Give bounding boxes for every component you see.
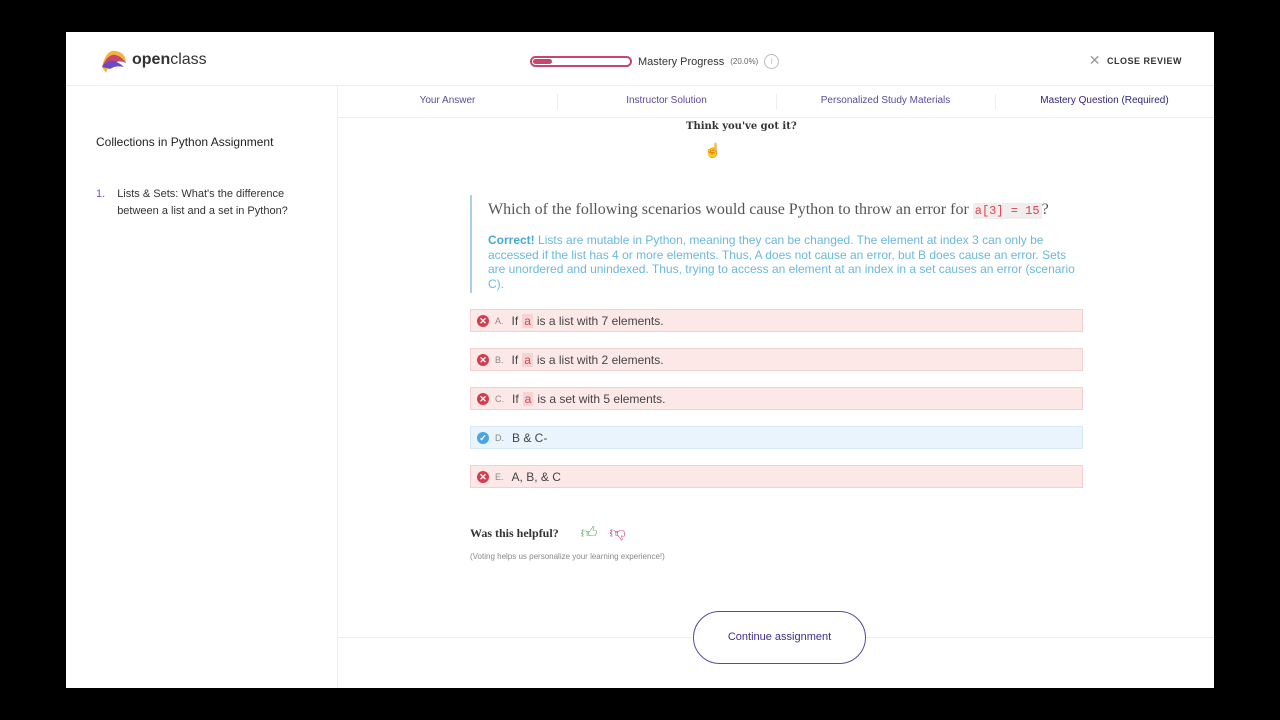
close-icon: ✕ — [1088, 52, 1101, 68]
tab-mastery-question[interactable]: Mastery Question (Required) — [995, 86, 1214, 117]
prompt-heading: Think you've got it? — [686, 121, 797, 132]
tab-instructor-solution[interactable]: Instructor Solution — [557, 86, 776, 117]
x-circle-icon: ✕ — [477, 393, 489, 405]
info-icon[interactable]: i — [764, 54, 779, 69]
hand-cursor-icon: ☝ — [704, 142, 722, 158]
logo-text-bold: open — [132, 51, 171, 68]
correct-label: Correct! — [488, 233, 535, 247]
question-block — [470, 195, 1082, 293]
progress-percent: (20.0%) — [730, 57, 759, 66]
explanation: Correct! Lists are mutable in Python, meaning they can be changed. The element at index 3 can only be accessed if the list has 4 or more elements. Thus, A does not cause an error, but B does cause an error. Sets are unordered and unindexed. Thus, trying to access an element at an index in a set causes an error (scenario C). — [488, 233, 1075, 291]
app-window — [66, 32, 1214, 688]
check-circle-icon: ✓ — [477, 432, 489, 444]
logo-text-rest: class — [170, 51, 207, 68]
x-circle-icon: ✕ — [477, 354, 489, 366]
tab-your-answer[interactable]: Your Answer — [419, 95, 476, 106]
voting-note: (Voting helps us personalize your learning experience!) — [470, 552, 665, 561]
option-a[interactable]: ✕ A. If a is a list with 7 elements. — [470, 309, 1083, 332]
thumbs-down-icon[interactable]: 👎︎ — [609, 525, 626, 542]
mastery-progress — [530, 54, 779, 69]
top-bar — [66, 32, 1214, 86]
answer-options — [470, 309, 1083, 504]
sidebar — [66, 86, 338, 688]
assignment-title: Collections in Python Assignment — [96, 135, 274, 149]
logo-icon — [100, 47, 128, 73]
option-c[interactable]: ✕ C. If a is a set with 5 elements. — [470, 387, 1083, 410]
question-code: a[3] = 15 — [974, 204, 1040, 218]
progress-label: Mastery Progress — [638, 55, 725, 68]
close-review-label: CLOSE REVIEW — [1106, 55, 1182, 66]
option-b[interactable]: ✕ B. If a is a list with 2 elements. — [470, 348, 1083, 371]
sidebar-item-question-1[interactable] — [96, 186, 296, 220]
close-review-button[interactable] — [1089, 52, 1182, 69]
x-circle-icon: ✕ — [477, 471, 489, 483]
helpful-question: Was this helpful? — [470, 526, 559, 540]
x-circle-icon: ✕ — [477, 315, 489, 327]
tab-study-materials[interactable]: Personalized Study Materials — [776, 86, 995, 117]
item-label: Lists & Sets: What's the difference between a list and a set in Python? — [117, 188, 288, 217]
continue-assignment-button[interactable]: Continue assignment — [693, 611, 866, 664]
logo[interactable] — [100, 47, 207, 73]
question-text: Which of the following scenarios would cause Python to throw an error for a[3] = 15 ? — [488, 201, 1049, 218]
thumbs-up-icon[interactable]: 👍︎ — [580, 525, 598, 542]
review-tabs — [338, 86, 1214, 118]
progress-fill — [533, 59, 552, 64]
feedback-row — [470, 524, 626, 543]
item-number: 1. — [96, 188, 106, 200]
option-e[interactable]: ✕ E. A, B, & C — [470, 465, 1083, 488]
progress-bar — [530, 56, 632, 67]
option-d[interactable]: ✓ D. B & C- — [470, 426, 1083, 449]
